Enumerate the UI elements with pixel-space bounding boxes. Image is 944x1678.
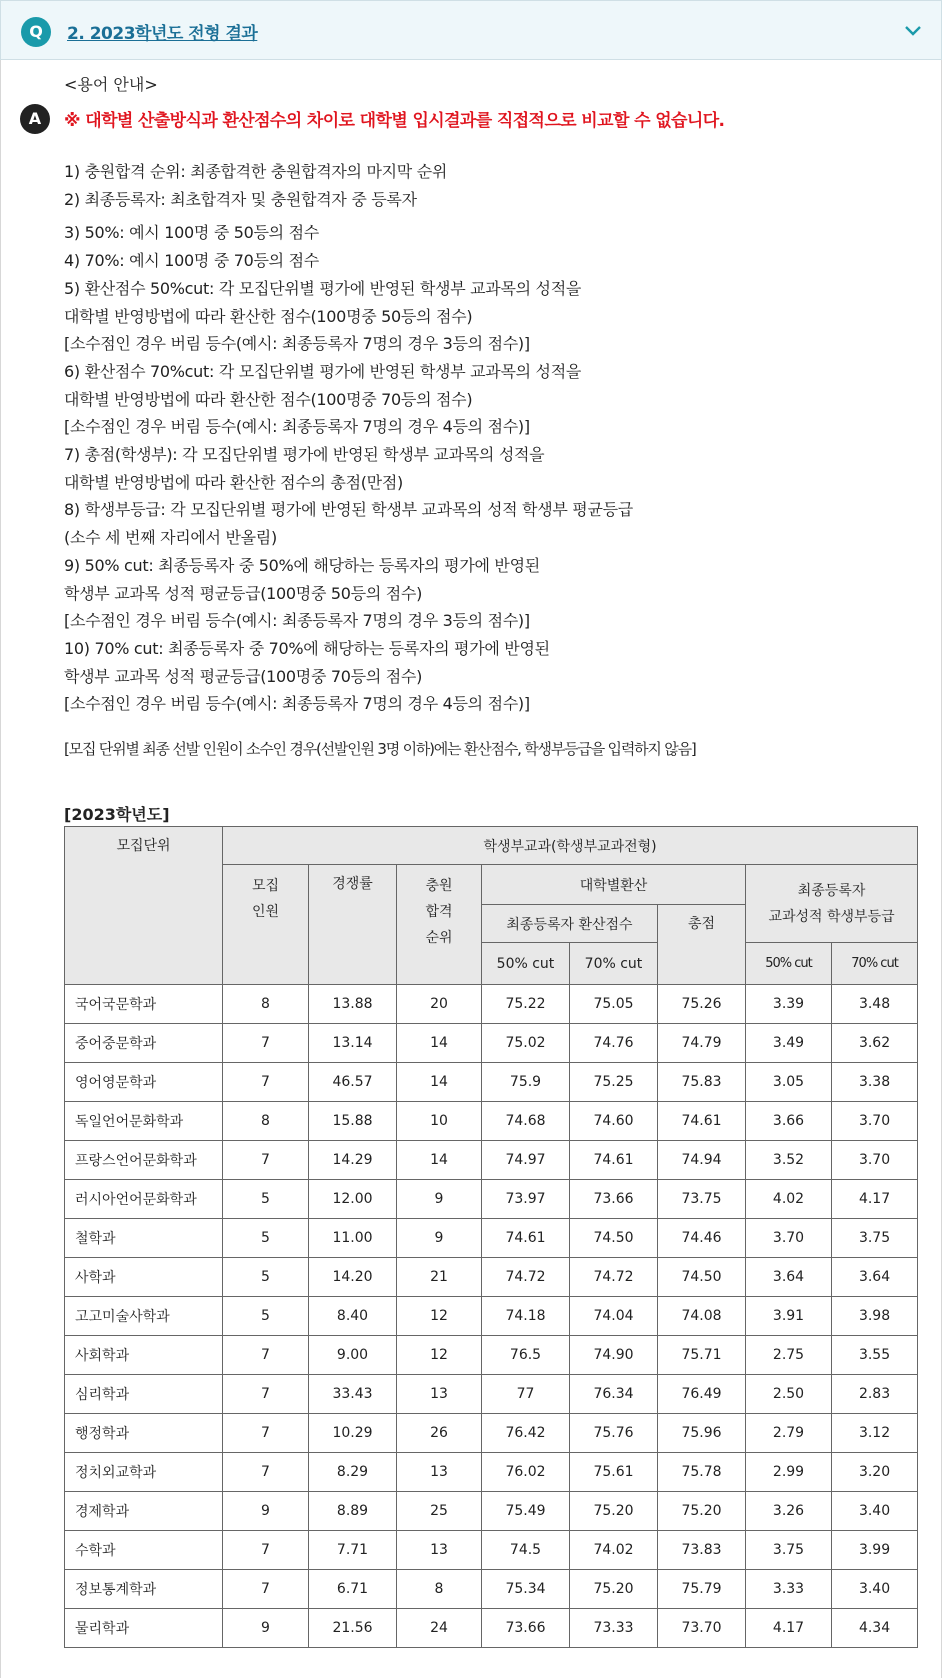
table-row [65, 985, 918, 1024]
cell-ratio: 12.00 [309, 1180, 397, 1219]
table-row [65, 1219, 918, 1258]
header-grade-cut50: 50% cut [746, 943, 832, 985]
cell-cut70: 74.50 [570, 1219, 658, 1258]
cell-unit-name: 정보통계학과 [65, 1570, 223, 1609]
cell-cut70: 74.76 [570, 1024, 658, 1063]
cell-seats: 7 [223, 1531, 309, 1570]
definition-line: [소수점인 경우 버림 등수(예시: 최종등록자 7명의 경우 4등의 점수)] [64, 694, 530, 714]
cell-seats: 9 [223, 1609, 309, 1648]
cell-total: 75.96 [658, 1414, 746, 1453]
warning-text: ※ 대학별 산출방식과 환산점수의 차이로 대학별 입시결과를 직접적으로 비교할 수 없습니다. [64, 111, 725, 131]
cell-cut50: 74.61 [482, 1219, 570, 1258]
selection-note: [모집 단위별 최종 선발 인원이 소수인 경우(선발인원 3명 이하)에는 환산점수, 학생부등급을 입력하지 않음] [64, 740, 696, 759]
cell-seats: 7 [223, 1141, 309, 1180]
cell-waitlist-rank: 24 [397, 1609, 482, 1648]
cell-unit-name: 심리학과 [65, 1375, 223, 1414]
cell-total: 75.83 [658, 1063, 746, 1102]
definition-line: 1) 충원합격 순위: 최종합격한 충원합격자의 마지막 순위 [64, 162, 448, 181]
cell-cut50: 74.5 [482, 1531, 570, 1570]
cell-total: 75.26 [658, 985, 746, 1024]
cell-grade-cut70: 3.48 [832, 985, 918, 1024]
table-row [65, 1258, 918, 1297]
cell-grade-cut50: 3.26 [746, 1492, 832, 1531]
definition-line: 5) 환산점수 50%cut: 각 모집단위별 평가에 반영된 학생부 교과목의 성적을 [64, 278, 582, 298]
header-ratio: 경쟁률 [309, 865, 397, 985]
cell-waitlist-rank: 21 [397, 1258, 482, 1297]
header-group: 학생부교과(학생부교과전형) [223, 827, 918, 865]
cell-cut70: 75.20 [570, 1492, 658, 1531]
cell-waitlist-rank: 14 [397, 1063, 482, 1102]
cell-cut50: 77 [482, 1375, 570, 1414]
cell-unit-name: 사회학과 [65, 1336, 223, 1375]
admission-results-table [64, 826, 918, 1648]
cell-unit-name: 수학과 [65, 1531, 223, 1570]
cell-ratio: 14.29 [309, 1141, 397, 1180]
cell-waitlist-rank: 9 [397, 1180, 482, 1219]
cell-seats: 5 [223, 1180, 309, 1219]
cell-grade-cut50: 3.66 [746, 1102, 832, 1141]
cell-ratio: 21.56 [309, 1609, 397, 1648]
cell-unit-name: 영어영문학과 [65, 1063, 223, 1102]
cell-cut50: 76.02 [482, 1453, 570, 1492]
cell-seats: 7 [223, 1453, 309, 1492]
cell-grade-cut70: 3.75 [832, 1219, 918, 1258]
cell-unit-name: 물리학과 [65, 1609, 223, 1648]
cell-grade-cut50: 3.49 [746, 1024, 832, 1063]
cell-grade-cut70: 3.40 [832, 1492, 918, 1531]
table-row [65, 1141, 918, 1180]
cell-cut70: 74.04 [570, 1297, 658, 1336]
cell-ratio: 15.88 [309, 1102, 397, 1141]
cell-grade-cut50: 3.33 [746, 1570, 832, 1609]
header-grade-cut70: 70% cut [832, 943, 918, 985]
table-row [65, 1453, 918, 1492]
cell-unit-name: 고고미술사학과 [65, 1297, 223, 1336]
cell-grade-cut50: 3.64 [746, 1258, 832, 1297]
cell-seats: 7 [223, 1063, 309, 1102]
cell-unit-name: 철학과 [65, 1219, 223, 1258]
cell-unit-name: 독일언어문화학과 [65, 1102, 223, 1141]
cell-unit-name: 경제학과 [65, 1492, 223, 1531]
cell-waitlist-rank: 20 [397, 985, 482, 1024]
header-final-converted: 최종등록자 환산점수 [482, 905, 658, 943]
cell-grade-cut70: 3.64 [832, 1258, 918, 1297]
table-row [65, 1375, 918, 1414]
table-row [65, 1336, 918, 1375]
cell-cut70: 75.25 [570, 1063, 658, 1102]
cell-grade-cut50: 3.91 [746, 1297, 832, 1336]
answer-badge: A [20, 104, 50, 134]
cell-cut50: 76.5 [482, 1336, 570, 1375]
cell-waitlist-rank: 25 [397, 1492, 482, 1531]
cell-cut70: 75.20 [570, 1570, 658, 1609]
cell-total: 73.83 [658, 1531, 746, 1570]
cell-total: 75.78 [658, 1453, 746, 1492]
cell-seats: 9 [223, 1492, 309, 1531]
cell-ratio: 33.43 [309, 1375, 397, 1414]
cell-cut70: 73.33 [570, 1609, 658, 1648]
cell-ratio: 8.40 [309, 1297, 397, 1336]
cell-cut50: 75.02 [482, 1024, 570, 1063]
cell-waitlist-rank: 14 [397, 1141, 482, 1180]
definition-line: 4) 70%: 예시 100명 중 70등의 점수 [64, 251, 319, 271]
cell-cut50: 73.97 [482, 1180, 570, 1219]
cell-unit-name: 중어중문학과 [65, 1024, 223, 1063]
header-cut50: 50% cut [482, 943, 570, 985]
cell-unit-name: 러시아언어문화학과 [65, 1180, 223, 1219]
cell-ratio: 9.00 [309, 1336, 397, 1375]
cell-grade-cut50: 3.75 [746, 1531, 832, 1570]
cell-ratio: 13.14 [309, 1024, 397, 1063]
cell-total: 74.94 [658, 1141, 746, 1180]
cell-grade-cut50: 2.75 [746, 1336, 832, 1375]
definition-line: 6) 환산점수 70%cut: 각 모집단위별 평가에 반영된 학생부 교과목의 성적을 [64, 361, 582, 381]
cell-grade-cut70: 3.55 [832, 1336, 918, 1375]
cell-waitlist-rank: 13 [397, 1375, 482, 1414]
cell-cut50: 74.72 [482, 1258, 570, 1297]
table-row [65, 1414, 918, 1453]
cell-total: 74.50 [658, 1258, 746, 1297]
cell-seats: 7 [223, 1414, 309, 1453]
cell-cut50: 74.97 [482, 1141, 570, 1180]
table-row [65, 1570, 918, 1609]
cell-ratio: 8.29 [309, 1453, 397, 1492]
cell-grade-cut50: 3.05 [746, 1063, 832, 1102]
cell-seats: 5 [223, 1219, 309, 1258]
cell-ratio: 13.88 [309, 985, 397, 1024]
cell-unit-name: 프랑스언어문화학과 [65, 1141, 223, 1180]
cell-waitlist-rank: 26 [397, 1414, 482, 1453]
definition-line: 2) 최종등록자: 최초합격자 및 충원합격자 중 등록자 [64, 189, 417, 209]
definition-line: 10) 70% cut: 최종등록자 중 70%에 해당하는 등록자의 평가에 반영된 [64, 638, 550, 658]
cell-cut50: 74.18 [482, 1297, 570, 1336]
cell-grade-cut50: 2.99 [746, 1453, 832, 1492]
terms-intro: <용어 안내> [64, 75, 158, 94]
cell-unit-name: 사학과 [65, 1258, 223, 1297]
cell-grade-cut70: 3.12 [832, 1414, 918, 1453]
definition-line: [소수점인 경우 버림 등수(예시: 최종등록자 7명의 경우 3등의 점수)] [64, 611, 530, 631]
cell-total: 73.75 [658, 1180, 746, 1219]
cell-waitlist-rank: 8 [397, 1570, 482, 1609]
faq-question-bar[interactable] [0, 0, 942, 60]
table-row [65, 1102, 918, 1141]
definition-line: [소수점인 경우 버림 등수(예시: 최종등록자 7명의 경우 3등의 점수)] [64, 334, 530, 354]
cell-cut70: 74.02 [570, 1531, 658, 1570]
cell-total: 76.49 [658, 1375, 746, 1414]
cell-cut70: 75.05 [570, 985, 658, 1024]
cell-waitlist-rank: 13 [397, 1531, 482, 1570]
table-row [65, 1492, 918, 1531]
cell-grade-cut70: 4.34 [832, 1609, 918, 1648]
cell-ratio: 46.57 [309, 1063, 397, 1102]
definition-line: 대학별 반영방법에 따라 환산한 점수(100명중 70등의 점수) [64, 389, 473, 409]
header-waitlist: 충원 합격 순위 [397, 865, 482, 985]
cell-grade-cut70: 3.62 [832, 1024, 918, 1063]
cell-waitlist-rank: 12 [397, 1336, 482, 1375]
header-converted: 대학별환산 [482, 865, 746, 905]
cell-total: 75.79 [658, 1570, 746, 1609]
cell-ratio: 7.71 [309, 1531, 397, 1570]
cell-total: 74.08 [658, 1297, 746, 1336]
cell-ratio: 14.20 [309, 1258, 397, 1297]
cell-cut70: 74.60 [570, 1102, 658, 1141]
cell-cut70: 74.90 [570, 1336, 658, 1375]
cell-total: 75.71 [658, 1336, 746, 1375]
definition-line: 학생부 교과목 성적 평균등급(100명중 50등의 점수) [64, 583, 423, 603]
cell-seats: 7 [223, 1336, 309, 1375]
cell-waitlist-rank: 12 [397, 1297, 482, 1336]
cell-grade-cut70: 3.20 [832, 1453, 918, 1492]
definition-line: 학생부 교과목 성적 평균등급(100명중 70등의 점수) [64, 666, 423, 686]
cell-waitlist-rank: 13 [397, 1453, 482, 1492]
cell-cut50: 75.22 [482, 985, 570, 1024]
cell-unit-name: 정치외교학과 [65, 1453, 223, 1492]
cell-cut50: 75.34 [482, 1570, 570, 1609]
cell-total: 74.46 [658, 1219, 746, 1258]
definition-line: (소수 세 번째 자리에서 반올림) [64, 528, 277, 548]
definition-line: [소수점인 경우 버림 등수(예시: 최종등록자 7명의 경우 4등의 점수)] [64, 417, 530, 437]
header-total: 총점 [658, 905, 746, 985]
question-badge: Q [21, 17, 51, 47]
definition-line: 대학별 반영방법에 따라 환산한 점수의 총점(만점) [64, 472, 403, 492]
cell-grade-cut50: 2.50 [746, 1375, 832, 1414]
cell-total: 75.20 [658, 1492, 746, 1531]
year-label: [2023학년도] [64, 805, 170, 824]
header-cut70: 70% cut [570, 943, 658, 985]
cell-grade-cut50: 3.70 [746, 1219, 832, 1258]
cell-grade-cut70: 4.17 [832, 1180, 918, 1219]
cell-ratio: 8.89 [309, 1492, 397, 1531]
cell-grade-cut70: 2.83 [832, 1375, 918, 1414]
cell-cut70: 75.61 [570, 1453, 658, 1492]
cell-cut70: 74.72 [570, 1258, 658, 1297]
cell-seats: 7 [223, 1570, 309, 1609]
cell-grade-cut50: 3.52 [746, 1141, 832, 1180]
header-grade-group: 최종등록자 교과성적 학생부등급 [746, 865, 918, 943]
table-row [65, 1063, 918, 1102]
table-row [65, 1180, 918, 1219]
table-row [65, 1024, 918, 1063]
cell-cut50: 76.42 [482, 1414, 570, 1453]
cell-total: 74.79 [658, 1024, 746, 1063]
cell-seats: 8 [223, 985, 309, 1024]
cell-cut50: 75.9 [482, 1063, 570, 1102]
cell-grade-cut70: 3.70 [832, 1141, 918, 1180]
cell-grade-cut70: 3.98 [832, 1297, 918, 1336]
definition-line: 대학별 반영방법에 따라 환산한 점수(100명중 50등의 점수) [64, 306, 473, 326]
table-row [65, 1297, 918, 1336]
header-seats: 모집 인원 [223, 865, 309, 985]
cell-seats: 8 [223, 1102, 309, 1141]
cell-grade-cut50: 4.17 [746, 1609, 832, 1648]
cell-waitlist-rank: 10 [397, 1102, 482, 1141]
cell-cut50: 73.66 [482, 1609, 570, 1648]
definition-line: 7) 총점(학생부): 각 모집단위별 평가에 반영된 학생부 교과목의 성적을 [64, 445, 545, 465]
table-row [65, 1609, 918, 1648]
cell-seats: 7 [223, 1375, 309, 1414]
definitions-list [64, 158, 924, 759]
chevron-down-icon[interactable] [903, 21, 923, 41]
cell-ratio: 11.00 [309, 1219, 397, 1258]
cell-grade-cut70: 3.38 [832, 1063, 918, 1102]
cell-grade-cut50: 3.39 [746, 985, 832, 1024]
definition-line: 8) 학생부등급: 각 모집단위별 평가에 반영된 학생부 교과목의 성적 학생부 평균등급 [64, 500, 633, 520]
cell-cut70: 74.61 [570, 1141, 658, 1180]
cell-ratio: 6.71 [309, 1570, 397, 1609]
question-title-link[interactable]: 2. 2023학년도 전형 결과 [67, 24, 258, 44]
cell-unit-name: 행정학과 [65, 1414, 223, 1453]
cell-grade-cut70: 3.99 [832, 1531, 918, 1570]
cell-grade-cut70: 3.70 [832, 1102, 918, 1141]
cell-total: 74.61 [658, 1102, 746, 1141]
cell-seats: 5 [223, 1297, 309, 1336]
cell-waitlist-rank: 14 [397, 1024, 482, 1063]
cell-seats: 5 [223, 1258, 309, 1297]
header-unit: 모집단위 [65, 827, 223, 985]
cell-unit-name: 국어국문학과 [65, 985, 223, 1024]
cell-grade-cut50: 4.02 [746, 1180, 832, 1219]
definition-line: 3) 50%: 예시 100명 중 50등의 점수 [64, 223, 319, 243]
cell-cut70: 73.66 [570, 1180, 658, 1219]
cell-grade-cut50: 2.79 [746, 1414, 832, 1453]
cell-waitlist-rank: 9 [397, 1219, 482, 1258]
table-row [65, 1531, 918, 1570]
cell-grade-cut70: 3.40 [832, 1570, 918, 1609]
cell-total: 73.70 [658, 1609, 746, 1648]
cell-cut50: 75.49 [482, 1492, 570, 1531]
definition-line: 9) 50% cut: 최종등록자 중 50%에 해당하는 등록자의 평가에 반영된 [64, 555, 540, 575]
cell-cut50: 74.68 [482, 1102, 570, 1141]
cell-cut70: 75.76 [570, 1414, 658, 1453]
cell-ratio: 10.29 [309, 1414, 397, 1453]
cell-cut70: 76.34 [570, 1375, 658, 1414]
cell-seats: 7 [223, 1024, 309, 1063]
